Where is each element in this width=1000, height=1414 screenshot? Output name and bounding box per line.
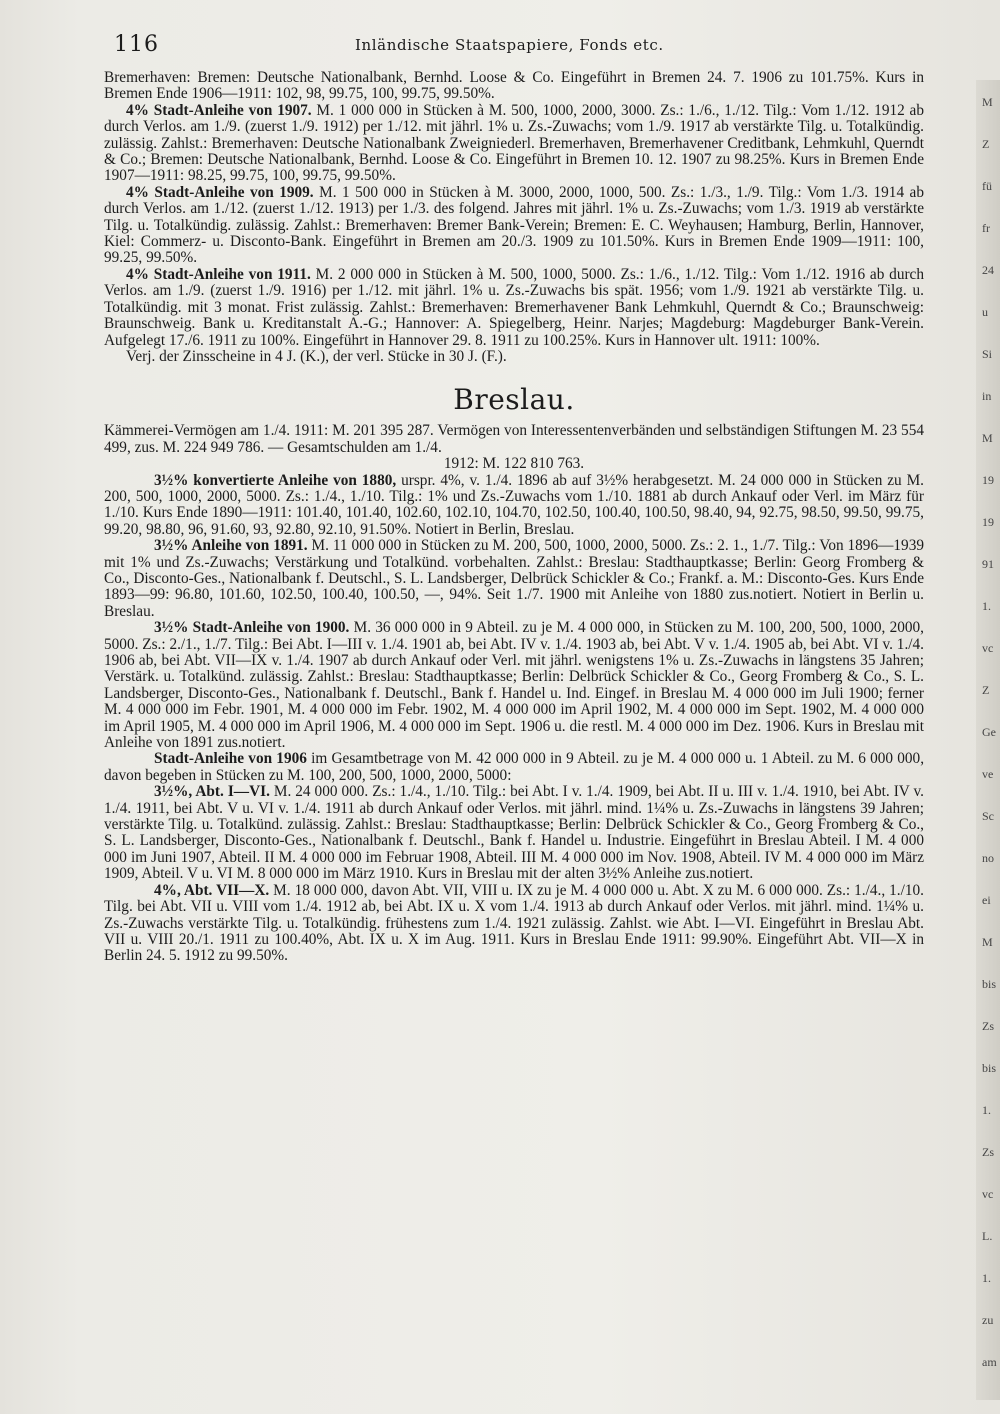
loan-1907-title: 4% Stadt-Anleihe von 1907.: [126, 101, 312, 119]
loan-1907-entry: [104, 103, 924, 185]
loan-1900-text: M. 36 000 000 in 9 Abteil. zu je M. 4 000 000, in Stücken zu M. 100, 200, 500, 1000, 2000, 5000. Zs.: 2./1., 1./7. Tilg.: Bei Abt. I—III v. 1./4. 1901 ab, bei Abt. IV v. 1./4. 1903 ab, bei Abt. V v. 1./4. 1905 ab, bei Abt. VI v. 1./4. 1906 ab, bei Abt. VII—IX v. 1./4. 1907 ab durch Ankauf oder Verl. mit jährl. wenigstens 1% u. Zs.-Zuwachs in längstens 35 Jahren; Verstärk. u. Totalkünd. zulässig. Zahlst.: Breslau: Stadthauptkasse; Berlin: Delbrück Schickler & Co., Georg Fromberg & Co., S. L. Landsberger, Disconto-Ges., Nationalbank f. Deutschl., Bank f. Handel u. Ind. Eingef. in Breslau M. 4 000 000 im Juli 1900; ferner M. 4 000 000 im Febr. 1901, M. 4 000 000 im Febr. 1902, M. 4 000 000 im April 1902, M. 4 000 000 im Sept. 1902, M. 4 000 000 im April 1905, M. 4 000 000 im April 1906, M. 4 000 000 im Sept. 1906 u. die restl. M. 4 000 000 im Dez. 1906. Kurs in Breslau mit Anleihe von 1891 zus.notiert.: [104, 619, 925, 752]
loan-1891-title: 3½% Anleihe von 1891.: [154, 537, 308, 555]
facing-page-fragment: u: [982, 305, 988, 319]
loan-1891-entry: [104, 538, 924, 620]
city-heading-breslau: Breslau.: [453, 383, 575, 417]
loan-1906-entry: [104, 751, 924, 784]
facing-page-fragment: 1.: [982, 599, 991, 613]
facing-page-fragment: 1.: [982, 1103, 991, 1117]
facing-page-fragment: M: [982, 431, 993, 445]
facing-page-fragment: 19: [982, 515, 994, 529]
facing-page-fragment: Zs: [982, 1145, 994, 1159]
facing-page-fragment: zu: [982, 1313, 994, 1327]
facing-page-fragment: no: [982, 851, 994, 865]
facing-page-fragment: fü: [982, 179, 992, 193]
facing-page-fragment: Z: [982, 137, 990, 151]
facing-page-fragment: bis: [982, 1061, 997, 1075]
loan-1880-entry: [104, 473, 924, 539]
verjaehrung-note: Verj. der Zinsscheine in 4 J. (K.), der verl. Stücke in 30 J. (F.).: [126, 347, 507, 365]
facing-page-fragment: Ge: [982, 725, 996, 739]
loan-1911-title: 4% Stadt-Anleihe von 1911.: [126, 265, 311, 283]
facing-page-fragment: Sc: [982, 809, 994, 823]
facing-page-fragment: ei: [982, 893, 991, 907]
facing-page-fragment: M: [982, 95, 993, 109]
facing-page-fragment: 91: [982, 557, 994, 571]
breslau-intro-debt: 1912: M. 122 810 763.: [443, 455, 585, 473]
page-number: 116: [114, 32, 159, 57]
breslau-intro: Kämmerei-Vermögen am 1./4. 1911: M. 201 395 287. Vermögen von Interessentenverbänden und selbständigen Stiftungen M. 23 554 499, zus. M. 224 949 786. — Gesamtschulden am 1./4.: [104, 422, 924, 456]
loan-1909-text: M. 1 500 000 in Stücken à M. 3000, 2000, 1000, 500. Zs.: 1./3., 1./9. Tilg.: Vom 1./3. 1914 ab durch Verlos. am 1./12. (zuerst 1./12. 1913) per 1./3. des folgend. Jahres mit jährl. 1% u. Zs.-Zuwachs; vom 1./3. 1919 ab verstärkte Tilg. u. Totalkündig. zulässig. Zahlst.: Bremerhaven: Bremer Bank-Verein; Bremen: E. C. Weyhausen; Hamburg, Berlin, Hannover, Kiel: Commerz- u. Disconto-Bank. Eingeführt in Bremen am 20./3. 1909 zu 101.50%. Kurs in Bremen Ende 1909—1911: 100, 99.25, 99.50%.: [104, 183, 924, 267]
facing-page-fragment: bis: [982, 977, 997, 991]
loan-1909-title: 4% Stadt-Anleihe von 1909.: [126, 183, 314, 201]
loan-1906-abt-7-10-entry: [104, 883, 924, 965]
loan-1900-title: 3½% Stadt-Anleihe von 1900.: [154, 619, 350, 637]
abt-1-6-title: 3½%, Abt. I—VI.: [154, 783, 270, 801]
loan-1891-text: M. 11 000 000 in Stücken zu M. 200, 500, 1000, 2000, 5000. Zs.: 2. 1., 1./7. Tilg.: Von 1896—1939 mit 1% und Zs.-Zuwachs; Verstärkung und Totalkünd. vorbehalten. Zahlst.: Breslau: Stadthauptkasse; Berlin: Georg Fromberg & Co., Disconto-Ges., Nationalbank f. Deutschl., S. L. Landsberger, Delbrück Schickler & Co.; Frankf. a. M.: Disconto-Ges. Kurs Ende 1893—99: 96.80, 101.60, 102.50, 100.40, 100.50, —, 94%. Seit 1./7. 1900 mit Anleihe von 1880 zus.notiert. Notiert in Berlin u. Breslau.: [104, 537, 924, 620]
loan-1906-title: Stadt-Anleihe von 1906: [154, 750, 307, 768]
facing-page-fragment: Zs: [982, 1019, 994, 1033]
loan-1911-text: M. 2 000 000 in Stücken à M. 500, 1000, 5000. Zs.: 1./6., 1./12. Tilg.: Vom 1./12. 1916 ab durch Verlos. am 1./9. (zuerst 1./9. 1916) per 1./12. mit jährl. 1% u. Zs.-Zuwachs bis spät. 1956; vom 1./9. 1921 ab verstärkte Tilg. u. Totalkündig. mit 3 monat. Frist zulässig. Zahlst.: Bremerhaven: Bremerhavener Bank Lehmkuhl, Querndt & Co.; Braunschweig: Braunschweig. Bank u. Kreditanstalt A.-G.; Hannover: A. Spiegelberg, Heinr. Narjes; Magdeburg: Magdeburger Bank-Verein. Aufgelegt 17./6. 1911 zu 100%. Eingeführt in Hannover 29. 8. 1911 zu 100.25%. Kurs in Hannover ult. 1911: 100%.: [104, 265, 924, 349]
facing-page-fragment: vc: [982, 641, 994, 655]
loan-1907-text: M. 1 000 000 in Stücken à M. 500, 1000, 2000, 3000. Zs.: 1./6., 1./12. Tilg.: Vom 1./12. 1912 ab durch Verlos. am 1./9. (zuerst 1./9. 1912) per 1./12. mit jährl. 1% u. Zs.-Zuwachs; vom 1./9. 1917 ab verstärkte Tilg. u. Totalkündig. zulässig. Zahlst.: Bremerhaven: Deutsche Nationalbank Zweigniederl. Bremerhaven, Bremerhavener Creditbank, Lehmkuhl, Querndt & Co.; Bremen: Deutsche Nationalbank, Bernhd. Loose & Co. Eingeführt in Bremen 10. 12. 1907 zu 98.25%. Kurs in Bremen Ende 1907—1911: 98.25, 99.75, 100, 99.75, 99.50%.: [104, 101, 924, 185]
loan-1900-entry: [104, 620, 924, 751]
abt-7-10-title: 4%, Abt. VII—X.: [154, 881, 270, 899]
loan-1880-text: urspr. 4%, v. 1./4. 1896 ab auf 3½% herabgesetzt. M. 24 000 000 in Stücken zu M. 200, 500, 1000, 2000, 5000. Zs.: 1./4., 1./10. Tilg.: 1% und Zs.-Zuwachs vom 1./10. 1881 ab durch Ankauf oder Verl. im März für 1./10. Kurs Ende 1890—1911: 101.40, 101.40, 102.60, 102.10, 104.70, 102.50, 100.40, 100.50, 98.40, 94, 92.75, 98.50, 99.50, 99.75, 99.20, 98.80, 96, 91.60, 93, 92.80, 92.10, 91.50%. Notiert in Berlin, Breslau.: [104, 471, 924, 538]
facing-page-fragment: 1.: [982, 1271, 991, 1285]
facing-page-fragment: 19: [982, 473, 994, 487]
facing-page-fragment: Si: [982, 347, 993, 361]
facing-page-fragment: M: [982, 935, 993, 949]
facing-page-fragment: am: [982, 1355, 997, 1369]
abt-1-6-text: M. 24 000 000. Zs.: 1./4., 1./10. Tilg.: bei Abt. I v. 1./4. 1909, bei Abt. II u. III v. 1./4. 1910, bei Abt. IV v. 1./4. 1911, bei Abt. V u. VI v. 1./4. 1911 ab durch Ankauf oder Verlos. mit jährl. mind. 1¼% u. Zs.-Zuwachs in längstens 39 Jahren; verstärkte Tilg. u. Totalkünd. zulässig. Zahlst.: Breslau: Stadthauptkasse; Berlin: Delbrück Schickler & Co., Georg Fromberg & Co., S. L. Landsberger, Disconto-Ges., Nationalbank f. Deutschl., Bank f. Handel u. Industrie. Eingeführt in Breslau Abteil. I M. 4 000 000 im Juni 1907, Abteil. II M. 4 000 000 im Februar 1908, Abteil. III M. 4 000 000 im Nov. 1908, Abteil. IV M. 4 000 000 im März 1909, Abteil. V u. VI M. 8 000 000 im März 1910. Kurs in Breslau mit der alten 3½% Anleihe zus.notiert.: [104, 783, 925, 883]
loan-1911-entry: [104, 267, 924, 349]
facing-page-fragment: in: [982, 389, 992, 403]
abt-7-10-text: M. 18 000 000, davon Abt. VII, VIII u. IX zu je M. 4 000 000 u. Abt. X zu M. 6 000 000. Zs.: 1./4., 1./10. Tilg. bei Abt. VII u. VIII vom 1./4. 1912 ab, bei Abt. IX u. X vom 1./4. 1913 ab durch Ankauf oder Verlos. mit jährl. mind. 1¼% u. Zs.-Zuwachs verstärkte Tilg. u. Totalkündig. frühestens zum 1./4. 1921 zulässig. Zahlst. wie Abt. I—VI. Eingeführt in Breslau Abt. VII u. VIII 20./1. 1911 zu 100.40%, Abt. IX u. X im Aug. 1911. Kurs in Breslau Ende 1911: 99.90%. Eingeführt Abt. VII—X in Berlin 24. 5. 1912 zu 99.50%.: [104, 881, 924, 965]
facing-page-fragment: 24: [982, 263, 994, 277]
loan-1906-abt-1-6-entry: [104, 784, 924, 882]
page-header: [100, 28, 940, 64]
facing-page-fragment: fr: [982, 221, 990, 235]
loan-1909-entry: [104, 185, 924, 267]
facing-page-fragment: L.: [982, 1229, 993, 1243]
facing-page-fragment: Z: [982, 683, 990, 697]
facing-page-fragment: ve: [982, 767, 994, 781]
loan-1880-title: 3½% konvertierte Anleihe von 1880,: [154, 471, 397, 489]
loan-1906-text: im Gesamtbetrage von M. 42 000 000 in 9 Abteil. zu je M. 4 000 000 u. 1 Abteil. zu M. 6 000 000, davon begeben in Stücken zu M. 100, 200, 500, 1000, 2000, 5000:: [104, 750, 925, 784]
bremerhaven-intro: Bremerhaven: Bremen: Deutsche Nationalbank, Bernhd. Loose & Co. Eingeführt in Bremen 24. 7. 1906 zu 101.75%. Kurs in Bremen Ende 1906—1911: 102, 98, 99.75, 100, 99.75, 99.50%.: [104, 69, 924, 103]
facing-page-edge: [976, 80, 1000, 1400]
facing-page-fragment: vc: [982, 1187, 994, 1201]
text-column: [104, 70, 924, 965]
running-title: Inländische Staatspapiere, Fonds etc.: [355, 36, 664, 54]
